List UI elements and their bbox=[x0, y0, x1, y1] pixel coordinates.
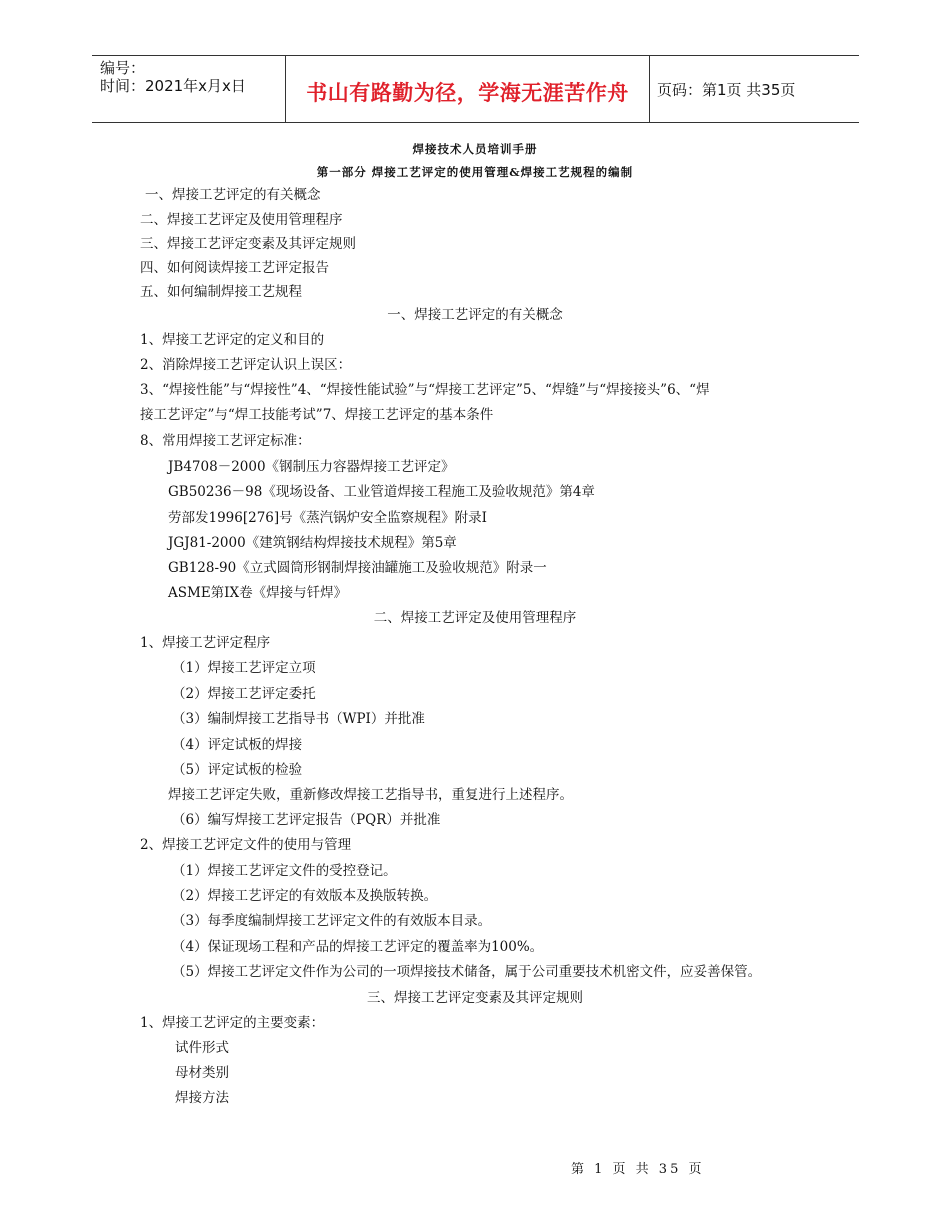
step-item: （5）评定试板的检验 bbox=[172, 762, 303, 778]
list-item: （3）每季度编制焊接工艺评定文件的有效版本目录。 bbox=[172, 913, 492, 929]
paragraph: 1、焊接工艺评定的主要变素： bbox=[140, 1015, 325, 1031]
step-item: （6）编写焊接工艺评定报告（PQR）并批准 bbox=[172, 812, 441, 828]
header-meta-cell bbox=[92, 56, 285, 122]
section-heading: 三、焊接工艺评定变素及其评定规则 bbox=[367, 990, 583, 1006]
toc-item: 二、焊接工艺评定及使用管理程序 bbox=[140, 212, 343, 228]
note: 焊接工艺评定失败，重新修改焊接工艺指导书，重复进行上述程序。 bbox=[168, 787, 573, 803]
paragraph: 2、消除焊接工艺评定认识上误区： bbox=[140, 357, 352, 373]
header-page-info: 页码：第1页 共35页 bbox=[657, 81, 796, 99]
header-motto: 书山有路勤为径，学海无涯苦作舟 bbox=[306, 81, 629, 105]
header-page-cell bbox=[649, 56, 859, 122]
section-heading: 二、焊接工艺评定及使用管理程序 bbox=[373, 610, 577, 626]
list-item: （5）焊接工艺评定文件作为公司的一项焊接技术储备，属于公司重要技术机密文件，应妥善保管。 bbox=[172, 964, 762, 980]
page-header bbox=[92, 55, 859, 123]
factor-item: 试件形式 bbox=[175, 1040, 229, 1056]
step-item: （2）焊接工艺评定委托 bbox=[172, 686, 316, 702]
document-number-label: 编号： bbox=[100, 59, 146, 77]
standard-item: JGJ81-2000《建筑钢结构焊接技术规程》第5章 bbox=[168, 535, 457, 551]
step-item: （4）评定试板的焊接 bbox=[172, 737, 303, 753]
standard-item: ASME第IX卷《焊接与钎焊》 bbox=[168, 585, 348, 601]
paragraph: 1、焊接工艺评定的定义和目的 bbox=[140, 332, 325, 348]
list-item: （1）焊接工艺评定文件的受控登记。 bbox=[172, 863, 397, 879]
toc-item: 五、如何编制焊接工艺规程 bbox=[140, 284, 302, 300]
list-item: （2）焊接工艺评定的有效版本及换版转换。 bbox=[172, 888, 438, 904]
toc-item: 一、焊接工艺评定的有关概念 bbox=[145, 187, 321, 203]
standard-item: GB128-90《立式圆筒形钢制焊接油罐施工及验收规范》附录一 bbox=[168, 560, 547, 576]
factor-item: 母材类别 bbox=[175, 1065, 229, 1081]
step-item: （1）焊接工艺评定立项 bbox=[172, 660, 316, 676]
paragraph: 8、常用焊接工艺评定标准： bbox=[140, 433, 311, 449]
header-motto-cell bbox=[285, 56, 650, 122]
toc-item: 四、如何阅读焊接工艺评定报告 bbox=[140, 260, 329, 276]
standard-item: JB4708－2000《钢制压力容器焊接工艺评定》 bbox=[168, 459, 455, 475]
section-heading: 一、焊接工艺评定的有关概念 bbox=[387, 307, 563, 323]
document-time-label: 时间：2021年x月x日 bbox=[100, 77, 246, 95]
paragraph-continued: 接工艺评定”与“焊工技能考试”7、焊接工艺评定的基本条件 bbox=[140, 407, 494, 423]
step-item: （3）编制焊接工艺指导书（WPI）并批准 bbox=[172, 711, 425, 727]
standard-item: GB50236－98《现场设备、工业管道焊接工程施工及验收规范》第4章 bbox=[168, 484, 595, 500]
toc-item: 三、焊接工艺评定变素及其评定规则 bbox=[140, 236, 356, 252]
paragraph: 1、焊接工艺评定程序 bbox=[140, 635, 271, 651]
standard-item: 劳部发1996[276]号《蒸汽锅炉安全监察规程》附录I bbox=[168, 510, 487, 526]
document-title: 焊接技术人员培训手册 bbox=[412, 142, 538, 156]
paragraph: 3、“焊接性能”与“焊接性”4、“焊接性能试验”与“焊接工艺评定”5、“焊缝”与“焊接接头”6、“焊 bbox=[140, 382, 710, 398]
document-subtitle: 第一部分 焊接工艺评定的使用管理&焊接工艺规程的编制 bbox=[316, 165, 634, 179]
list-item: （4）保证现场工程和产品的焊接工艺评定的覆盖率为100%。 bbox=[172, 939, 544, 955]
page-footer: 第 1 页 共 35 页 bbox=[571, 1162, 705, 1177]
paragraph: 2、焊接工艺评定文件的使用与管理 bbox=[140, 837, 352, 853]
factor-item: 焊接方法 bbox=[175, 1090, 229, 1106]
